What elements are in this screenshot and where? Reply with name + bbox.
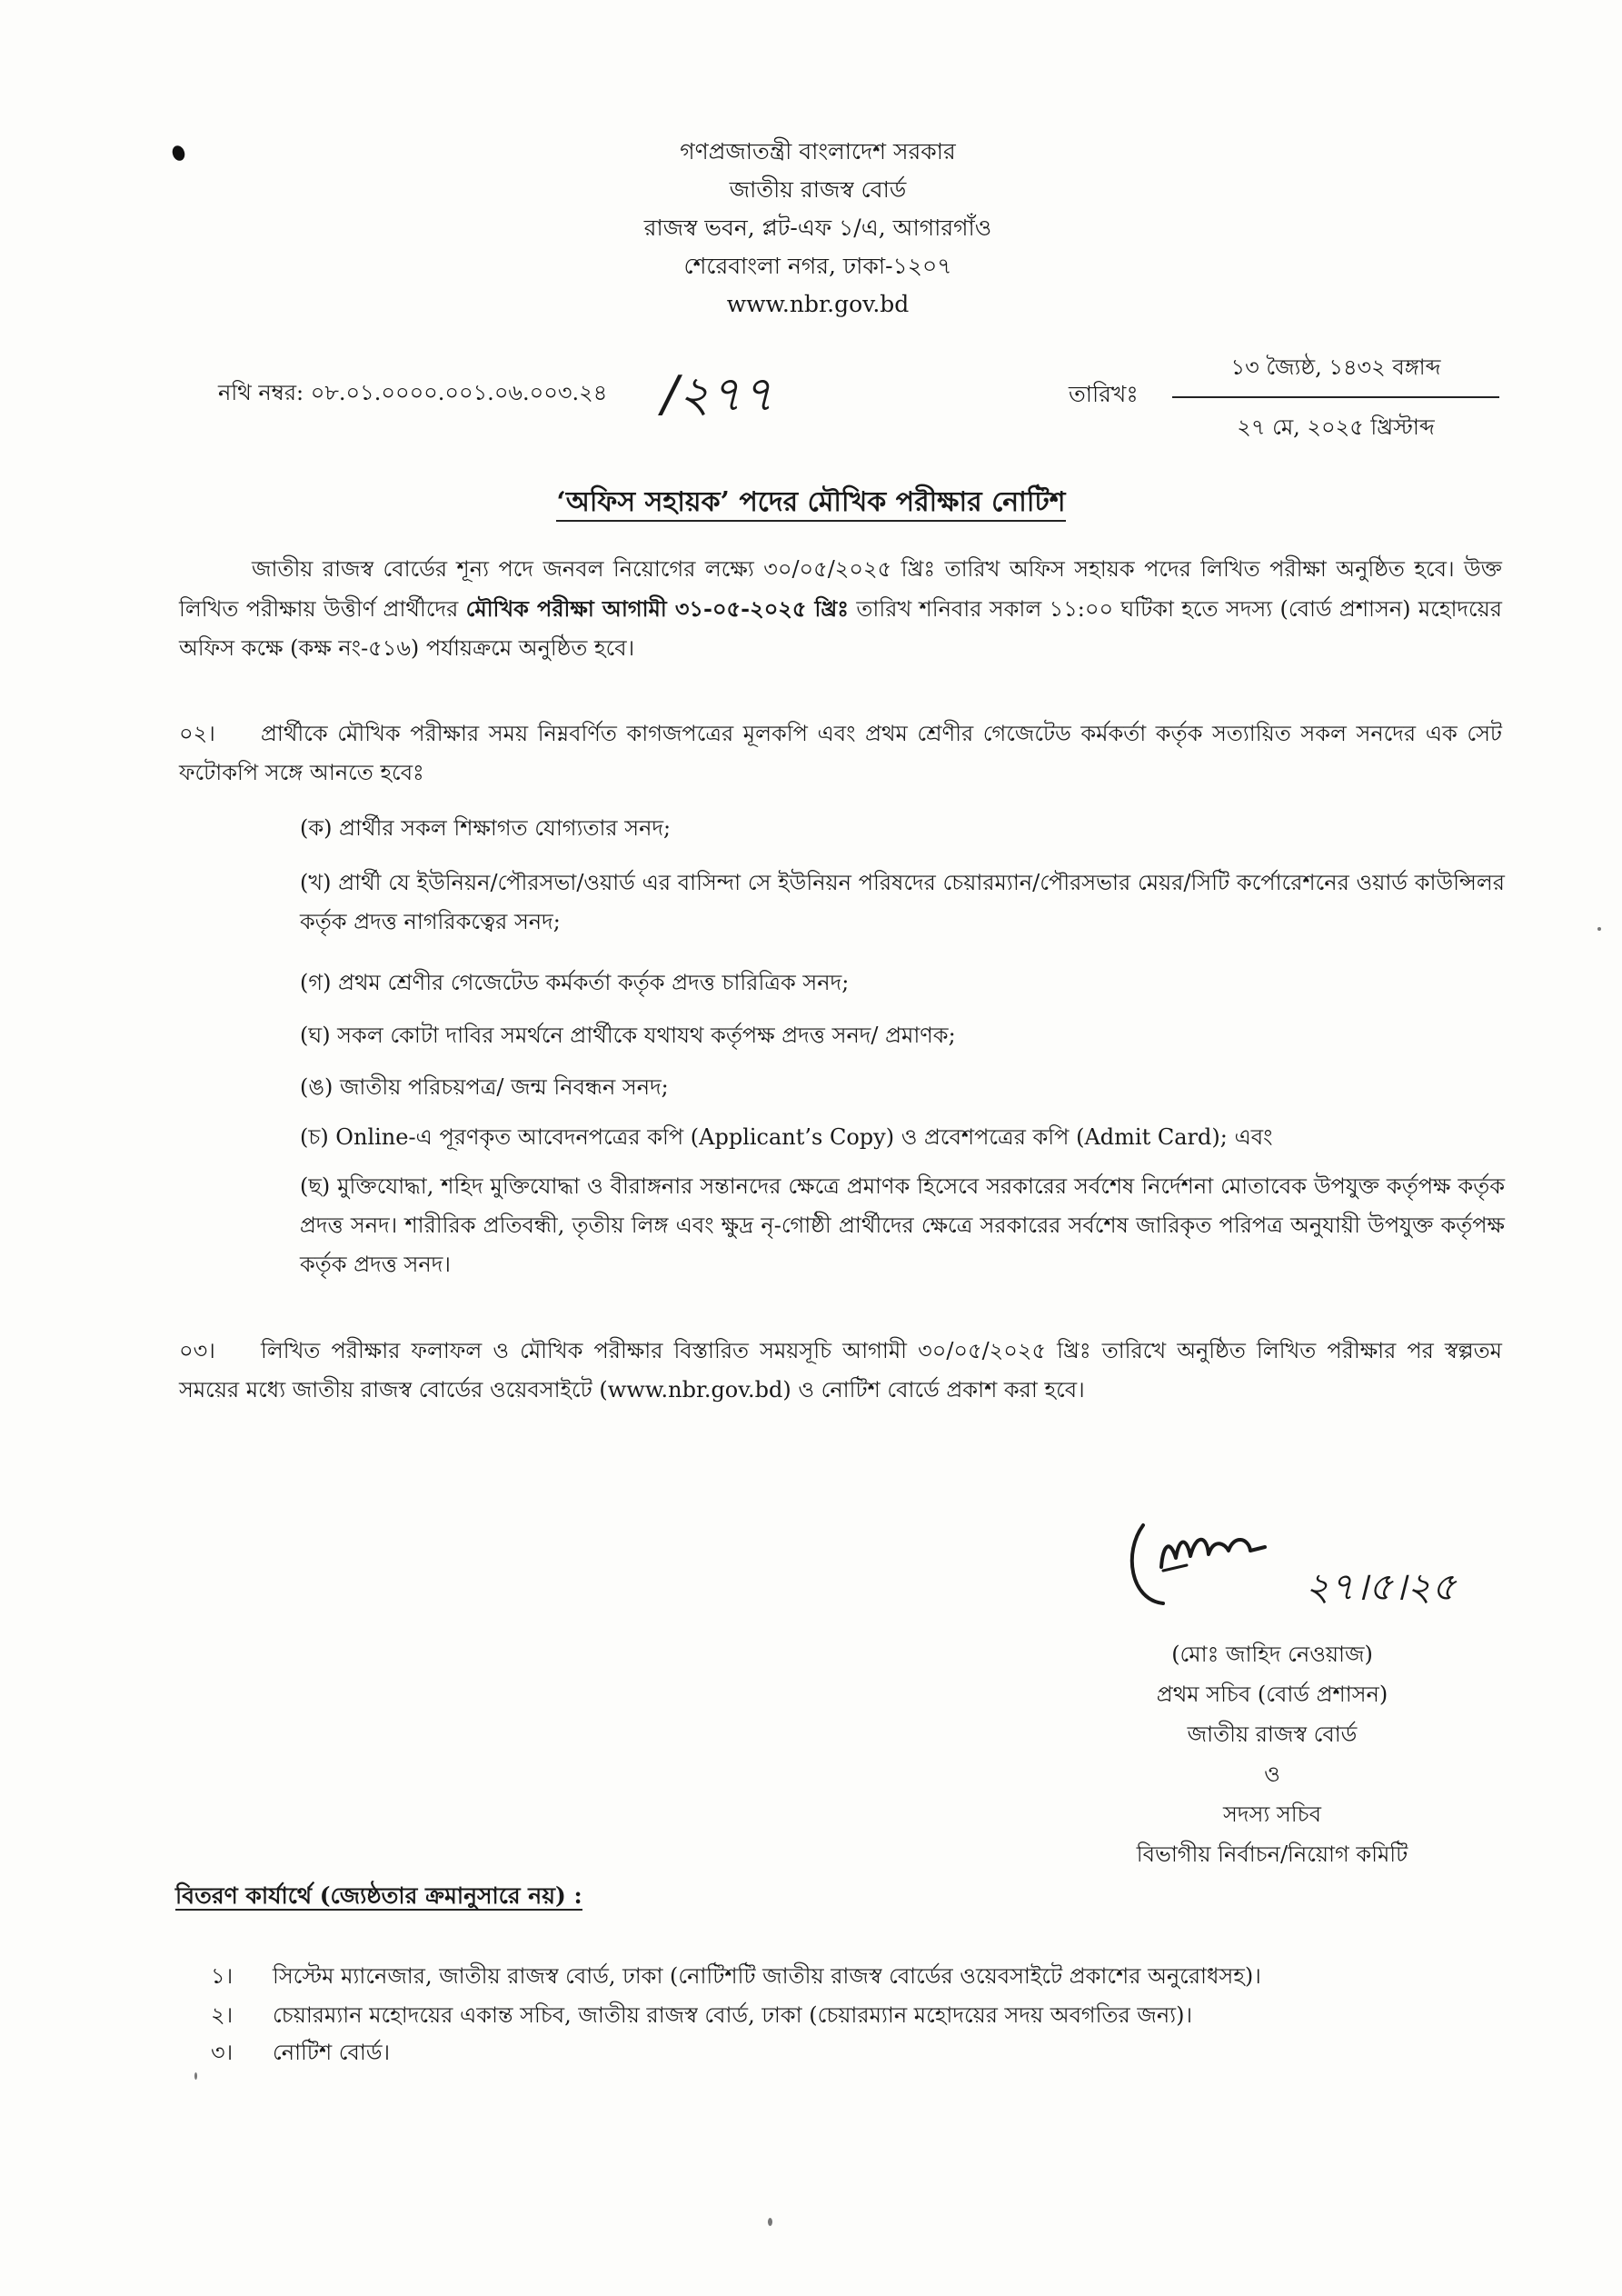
distribution-item bbox=[211, 1960, 1261, 1996]
document-item: (ঙ) জাতীয় পরিচয়পত্র/ জন্ম নিবন্ধন সনদ; bbox=[300, 1074, 669, 1100]
distribution-text: সিস্টেম ম্যানেজার, জাতীয় রাজস্ব বোর্ড, ঢাকা (নোটিশটি জাতীয় রাজস্ব বোর্ডের ওয়েবসাইটে প্রকাশের অনুরোধসহ)। bbox=[273, 1963, 1261, 1989]
signer-name: (মোঃ জাহিদ নেওয়াজ) bbox=[1171, 1642, 1373, 1667]
document-item: (খ) প্রার্থী যে ইউনিয়ন/পৌরসভা/ওয়ার্ড এর বাসিন্দা সে ইউনিয়ন পরিষদের চেয়ারম্যান/পৌরসভার মেয়র/সিটি কর্পোরেশনের ওয়ার্ড কাউন্সিলর কর্তৃক প্রদত্ত নাগরিকত্বের সনদ; bbox=[300, 870, 1505, 934]
handwritten-date: ২৭।৫।২৫ bbox=[1305, 1564, 1457, 1609]
document-item: (চ) Online-এ পূরণকৃত আবেদনপত্রের কপি (Applicant’s Copy) ও প্রবেশপত্রের কপি (Admit Card); এবং bbox=[300, 1124, 1273, 1150]
letterhead bbox=[509, 133, 1127, 324]
paragraph-1-bold: মৌখিক পরীক্ষা আগামী ৩১-০৫-২০২৫ খ্রিঃ bbox=[465, 595, 850, 622]
signer-committee: বিভাগীয় নির্বাচন/নিয়োগ কমিটি bbox=[1136, 1842, 1408, 1867]
date-label: তারিখঃ bbox=[1069, 381, 1139, 407]
handwritten-signature bbox=[1123, 1498, 1487, 1634]
document-item: (ক) প্রার্থীর সকল শিক্ষাগত যোগ্যতার সনদ; bbox=[300, 815, 672, 841]
signer-office: জাতীয় রাজস্ব বোর্ড bbox=[1187, 1722, 1358, 1747]
notice-title-text: ‘অফিস সহায়ক’ পদের মৌখিক পরীক্ষার নোটিশ bbox=[556, 486, 1065, 522]
distribution-item bbox=[211, 2036, 390, 2072]
distribution-heading-text: বিতরণ কার্যার্থে (জ্যেষ্ঠতার ক্রমানুসারে নয়) : bbox=[175, 1882, 582, 1909]
signer-designation: প্রথম সচিব (বোর্ড প্রশাসন) bbox=[1156, 1682, 1388, 1707]
date-block bbox=[1172, 351, 1499, 447]
reference-number: নথি নম্বর: ০৮.০১.০০০০.০০১.০৬.০০৩.২৪ bbox=[218, 380, 608, 405]
office-address: রাজস্ব ভবন, প্লট-এফ ১/এ, আগারগাঁও bbox=[643, 215, 992, 241]
office-name: জাতীয় রাজস্ব বোর্ড bbox=[729, 176, 907, 203]
paper-speck bbox=[1597, 927, 1601, 931]
paragraph-1-part2: তারিখ শনিবার সকাল ১১:০০ ঘটিকা হতে সদস্য (বোর্ড প্রশাসন) মহোদয়ের অফিস কক্ষে (কক্ষ নং-৫১৬) পর্যায়ক্রমে অনুষ্ঠিত হবে। bbox=[179, 596, 1502, 661]
paper-speck bbox=[194, 2072, 197, 2080]
handwritten-reference: /২৭৭ bbox=[662, 365, 774, 423]
signer-role: সদস্য সচিব bbox=[1223, 1802, 1321, 1827]
document-item: (ছ) মুক্তিযোদ্ধা, শহিদ মুক্তিযোদ্ধা ও বীরাঙ্গনার সন্তানদের ক্ষেত্রে প্রমাণক হিসেবে সরকারের সর্বশেষ নির্দেশনা মোতাবেক উপযুক্ত কর্তৃপক্ষ কর্তৃক প্রদত্ত সনদ। শারীরিক প্রতিবন্ধী, তৃতীয় লিঙ্গ এবং ক্ষুদ্র নৃ-গোষ্ঠী প্রার্থীদের ক্ষেত্রে সরকারের সর্বশেষ জারিকৃত পরিপত্র অনুযায়ী উপযুক্ত কর্তৃপক্ষ কর্তৃক প্রদত্ত সনদ। bbox=[300, 1173, 1505, 1277]
distribution-number: ১। bbox=[211, 1963, 234, 1989]
signer-conjunction: ও bbox=[1264, 1762, 1280, 1787]
paragraph-3 bbox=[179, 1332, 1502, 1410]
paragraph-1 bbox=[179, 550, 1502, 668]
document-item: (গ) প্রথম শ্রেণীর গেজেটেড কর্মকর্তা কর্তৃক প্রদত্ত চারিত্রিক সনদ; bbox=[300, 970, 850, 995]
paragraph-2 bbox=[179, 714, 1502, 793]
distribution-item bbox=[211, 1999, 1192, 2035]
distribution-number: ২। bbox=[211, 2002, 234, 2028]
office-website: www.nbr.gov.bd bbox=[726, 291, 910, 317]
notice-title bbox=[0, 480, 1622, 526]
distribution-text: নোটিশ বোর্ড। bbox=[273, 2040, 391, 2065]
date-gregorian: ২৭ মে, ২০২৫ খ্রিস্টাব্দ bbox=[1237, 414, 1435, 440]
distribution-heading bbox=[175, 1878, 582, 1917]
paragraph-2-text: প্রার্থীকে মৌখিক পরীক্ষার সময় নিম্নবর্ণিত কাগজপত্রের মূলকপি এবং প্রথম শ্রেণীর গেজেটেড কর্মকর্তা কর্তৃক সত্যায়িত সকল সনদের এক সেট ফটোকপি সঙ্গে আনতে হবেঃ bbox=[179, 721, 1502, 785]
date-bangla: ১৩ জ্যৈষ্ঠ, ১৪৩২ বঙ্গাব্দ bbox=[1172, 351, 1499, 398]
ink-dot bbox=[170, 144, 186, 162]
paper-speck bbox=[768, 2218, 772, 2226]
office-city: শেরেবাংলা নগর, ঢাকা-১২০৭ bbox=[683, 253, 952, 279]
signer-block bbox=[1045, 1634, 1499, 1874]
paragraph-2-number: ০২। bbox=[179, 721, 215, 746]
document-item: (ঘ) সকল কোটা দাবির সমর্থনে প্রার্থীকে যথাযথ কর্তৃপক্ষ প্রদত্ত সনদ/ প্রমাণক; bbox=[300, 1023, 956, 1048]
distribution-number: ৩। bbox=[211, 2040, 234, 2065]
govt-name: গণপ্রজাতন্ত্রী বাংলাদেশ সরকার bbox=[680, 138, 956, 165]
distribution-text: চেয়ারম্যান মহোদয়ের একান্ত সচিব, জাতীয় রাজস্ব বোর্ড, ঢাকা (চেয়ারম্যান মহোদয়ের সদয় অবগতির জন্য)। bbox=[273, 2002, 1193, 2028]
paragraph-3-text: লিখিত পরীক্ষার ফলাফল ও মৌখিক পরীক্ষার বিস্তারিত সময়সূচি আগামী ৩০/০৫/২০২৫ খ্রিঃ তারিখে অনুষ্ঠিত লিখিত পরীক্ষার পর স্বল্পতম সময়ের মধ্যে জাতীয় রাজস্ব বোর্ডের ওয়েবসাইটে (www.nbr.gov.bd) ও নোটিশ বোর্ডে প্রকাশ করা হবে। bbox=[179, 1338, 1502, 1403]
paragraph-3-number: ০৩। bbox=[179, 1338, 215, 1363]
paragraph-1-part1: জাতীয় রাজস্ব বোর্ডের শূন্য পদে জনবল নিয়োগের লক্ষ্যে ৩০/০৫/২০২৫ খ্রিঃ তারিখ অফিস সহায়ক পদের লিখিত পরীক্ষা অনুষ্ঠিত হবে। উক্ত লিখিত পরীক্ষায় উত্তীর্ণ প্রার্থীদের bbox=[179, 556, 1502, 622]
